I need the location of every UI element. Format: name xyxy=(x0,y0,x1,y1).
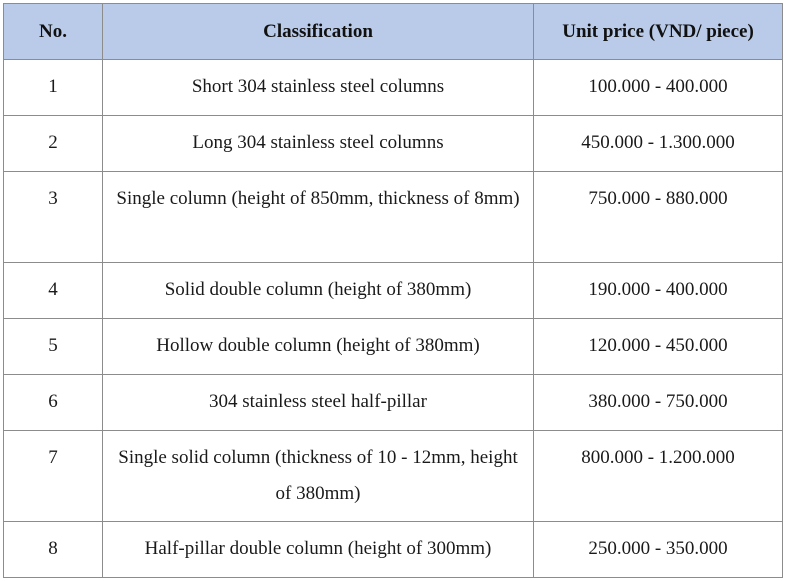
cell-classification: 304 stainless steel half-pillar xyxy=(103,375,534,431)
header-no: No. xyxy=(4,4,103,60)
cell-price: 100.000 - 400.000 xyxy=(534,60,783,116)
cell-classification: Hollow double column (height of 380mm) xyxy=(103,319,534,375)
cell-classification: Solid double column (height of 380mm) xyxy=(103,263,534,319)
cell-price: 190.000 - 400.000 xyxy=(534,263,783,319)
cell-price: 120.000 - 450.000 xyxy=(534,319,783,375)
cell-no: 8 xyxy=(4,522,103,578)
table-row xyxy=(4,319,783,375)
header-unit-price: Unit price (VND/ piece) xyxy=(534,4,783,60)
table-row xyxy=(4,116,783,172)
cell-no: 4 xyxy=(4,263,103,319)
cell-classification: Half-pillar double column (height of 300mm) xyxy=(103,522,534,578)
header-row xyxy=(4,4,783,60)
cell-no: 3 xyxy=(4,172,103,263)
cell-no: 7 xyxy=(4,431,103,522)
cell-price: 800.000 - 1.200.000 xyxy=(534,431,783,522)
price-table xyxy=(3,3,783,578)
cell-price: 450.000 - 1.300.000 xyxy=(534,116,783,172)
cell-classification: Long 304 stainless steel columns xyxy=(103,116,534,172)
cell-classification: Single column (height of 850mm, thickness of 8mm) xyxy=(103,172,534,263)
cell-no: 1 xyxy=(4,60,103,116)
table-row xyxy=(4,172,783,263)
cell-no: 6 xyxy=(4,375,103,431)
cell-no: 2 xyxy=(4,116,103,172)
table-header xyxy=(4,4,783,60)
table-row xyxy=(4,375,783,431)
cell-no: 5 xyxy=(4,319,103,375)
header-classification: Classification xyxy=(103,4,534,60)
table-body xyxy=(4,60,783,578)
cell-classification: Short 304 stainless steel columns xyxy=(103,60,534,116)
cell-price: 380.000 - 750.000 xyxy=(534,375,783,431)
table-row xyxy=(4,522,783,578)
cell-classification: Single solid column (thickness of 10 - 12mm, height of 380mm) xyxy=(103,431,534,522)
table-row xyxy=(4,431,783,522)
cell-price: 750.000 - 880.000 xyxy=(534,172,783,263)
table-row xyxy=(4,60,783,116)
cell-price: 250.000 - 350.000 xyxy=(534,522,783,578)
table-row xyxy=(4,263,783,319)
